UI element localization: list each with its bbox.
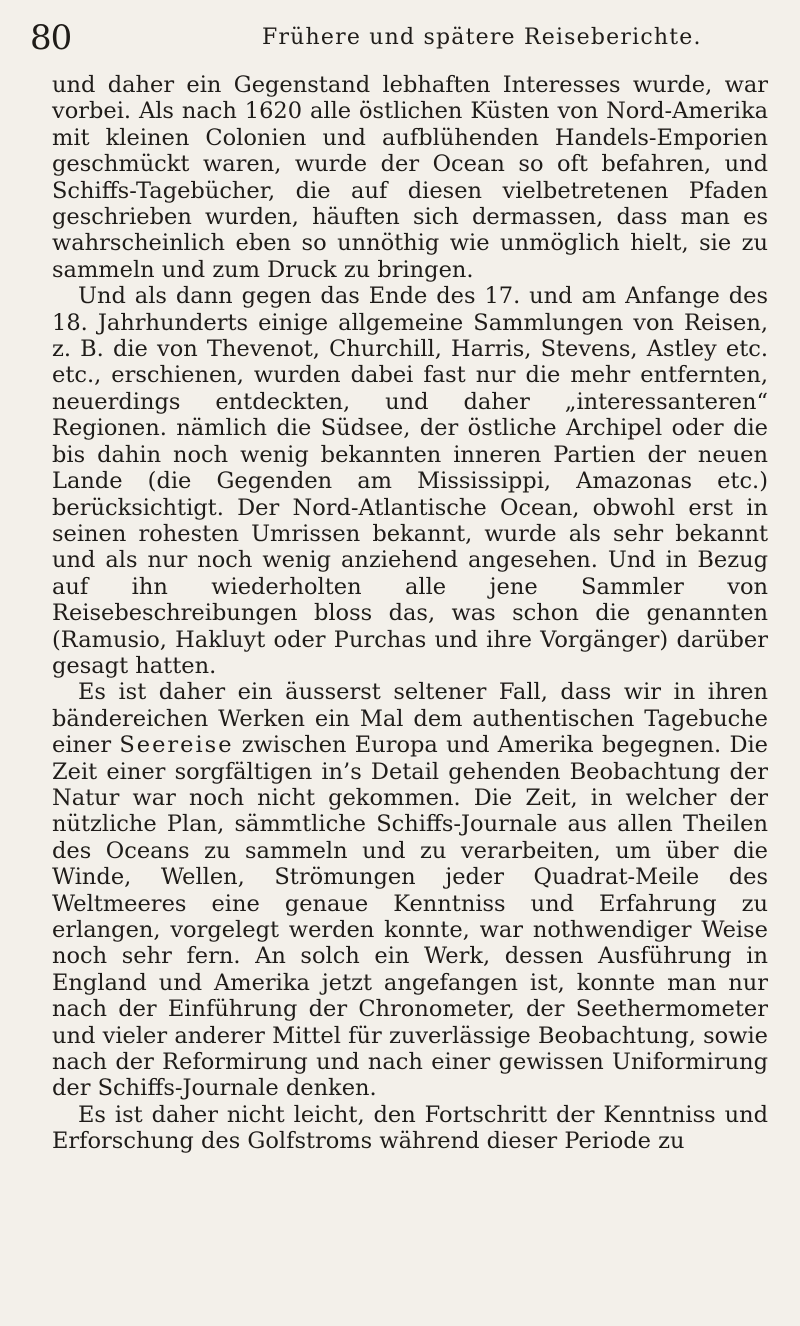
running-title: Frühere und spätere Reiseberichte.: [262, 25, 702, 50]
paragraph-1: und daher ein Gegenstand lebhaften Interesses wurde, war vorbei. Als nach 1620 alle östlichen Küsten von Nord-Amerika mit kleinen Colonien und aufblühenden Handels-Emporien geschmückt waren, wurde der Ocean so oft befahren, und Schiffs-Tagebücher, die auf diesen vielbetretenen Pfaden geschrieben wurden, häuften sich dermassen, dass man es wahrscheinlich eben so unnöthig wie unmöglich hielt, sie zu sammeln und zum Druck zu bringen.: [52, 72, 768, 283]
page-number: 80: [30, 18, 72, 58]
paragraph-3-text-after: zwischen Europa und Amerika begegnen. Die Zeit einer sorgfältigen in’s Detail gehenden Beobachtung der Natur war noch nicht gekommen. Die Zeit, in welcher der nützliche Plan, sämmtliche Schiffs-Journale aus allen Theilen des Oceans zu sammeln und zu verarbeiten, um über die Winde, Wellen, Strömungen jeder Quadrat-Meile des Weltmeeres eine genaue Kenntniss und Erfahrung zu erlangen, vorgelegt werden konnte, war nothwendiger Weise noch sehr fern. An solch ein Werk, dessen Ausführung in England und Amerika jetzt angefangen ist, konnte man nur nach der Einführung der Chronometer, der Seethermometer und vieler anderer Mittel für zuverlässige Beobachtung, sowie nach der Reformirung und nach einer gewissen Uniformirung der Schiffs-Journale denken.: [52, 732, 769, 1102]
body-text: [52, 72, 768, 1155]
paragraph-3-text-before: Es ist daher ein äusserst seltener Fall, dass wir in ihren bändereichen Werken ein Mal dem authentischen Tagebuche einer: [52, 679, 768, 759]
paragraph-2: Und als dann gegen das Ende des 17. und am Anfange des 18. Jahrhunderts einige allgemeine Sammlungen von Reisen, z. B. die von Thevenot, Churchill, Harris, Stevens, Astley etc. etc., erschienen, wurden dabei fast nur die mehr entfernten, neuerdings entdeckten, und daher „interessanteren“ Regionen. nämlich die Südsee, der östliche Archipel oder die bis dahin noch wenig bekannten inneren Partien der neuen Lande (die Gegenden am Mississippi, Amazonas etc.) berücksichtigt. Der Nord-Atlantische Ocean, obwohl erst in seinen rohesten Umrissen bekannt, wurde als sehr bekannt und als nur noch wenig anziehend angesehen. Und in Bezug auf ihn wiederholten alle jene Sammler von Reisebeschreibungen bloss das, was schon die genannten (Ramusio, Hakluyt oder Purchas und ihre Vorgänger) darüber gesagt hatten.: [52, 283, 768, 679]
running-head: [30, 18, 760, 58]
paragraph-4: Es ist daher nicht leicht, den Fortschritt der Kenntniss und Erforschung des Golfstroms während dieser Periode zu: [52, 1101, 768, 1155]
paragraph-3-spaced-word: Seereise: [119, 732, 234, 759]
paragraph-3: [52, 679, 768, 1102]
